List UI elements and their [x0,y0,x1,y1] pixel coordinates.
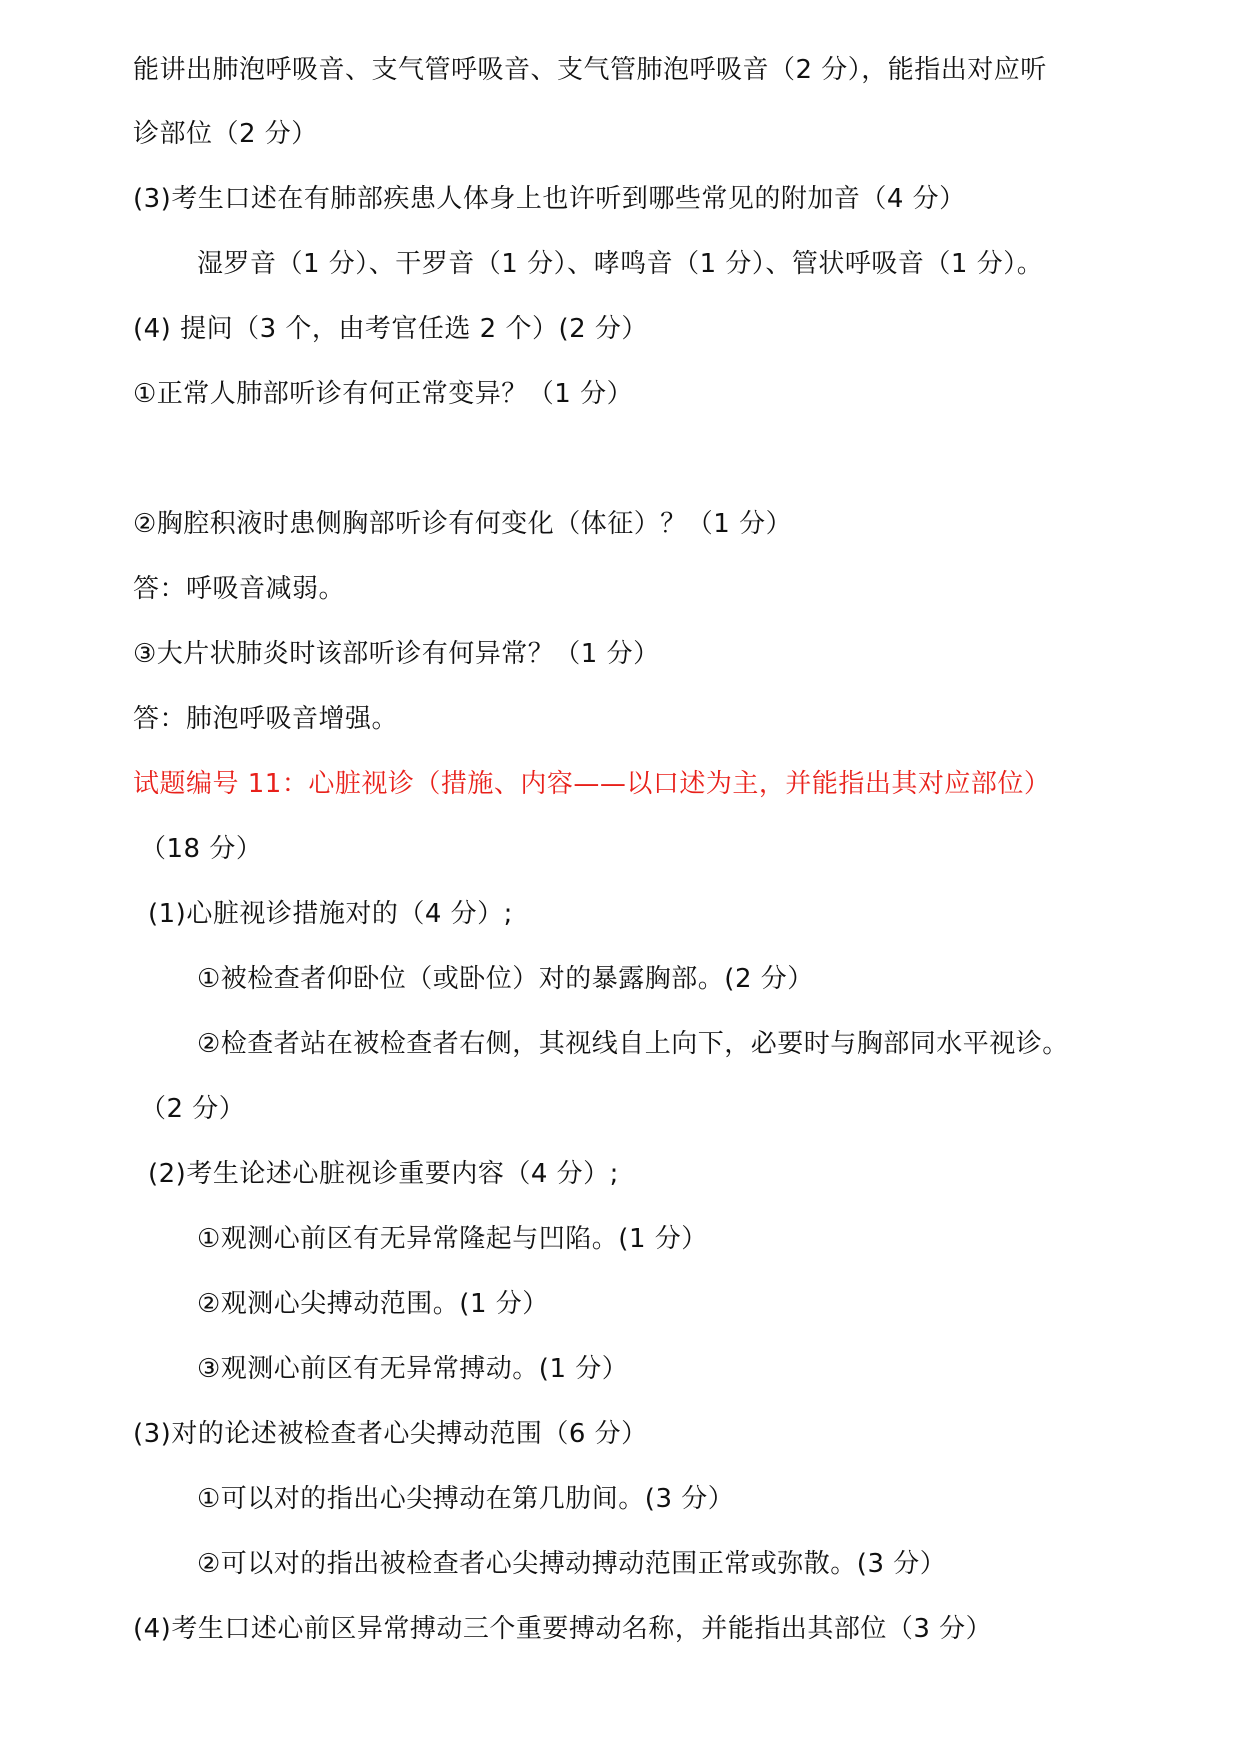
answer-2: 答：呼吸音减弱。 [133,574,346,604]
subsection-4-heading: (4)考生口述心前区异常搏动三个重要搏动名称，并能指出其部位（3 分） [133,1614,993,1644]
answer-3: 答：肺泡呼吸音增强。 [133,704,399,734]
section-3-heading: (3)考生口述在有肺部疾患人体身上也许听到哪些常见的附加音（4 分） [133,184,966,214]
section-4-heading: (4) 提问（3 个，由考官任选 2 个）(2 分） [133,314,648,344]
exam-item-11-score: （18 分） [140,834,263,864]
text-line: ②观测心尖搏动范围。(1 分） [197,1289,549,1319]
text-line: 能讲出肺泡呼吸音、支气管呼吸音、支气管肺泡呼吸音（2 分），能指出对应听 [133,55,1047,85]
text-line: 诊部位（2 分） [133,119,318,149]
question-1: ①正常人肺部听诊有何正常变异？（1 分） [133,379,634,409]
question-2: ②胸腔积液时患侧胸部听诊有何变化（体征）？（1 分） [133,509,793,539]
text-line: （2 分） [140,1094,246,1124]
exam-item-11-title: 试题编号 11：心脏视诊（措施、内容——以口述为主，并能指出其对应部位） [133,769,1051,799]
text-line: ①可以对的指出心尖搏动在第几肋间。(3 分） [197,1484,735,1514]
text-line: ①观测心前区有无异常隆起与凹陷。(1 分） [197,1224,708,1254]
text-line: ②检查者站在被检查者右侧，其视线自上向下，必要时与胸部同水平视诊。 [197,1029,1069,1059]
subsection-1-heading: (1)心脏视诊措施对的（4 分）; [148,899,513,929]
text-line: ①被检查者仰卧位（或卧位）对的暴露胸部。(2 分） [197,964,814,994]
text-line: ②可以对的指出被检查者心尖搏动搏动范围正常或弥散。(3 分） [197,1549,947,1579]
text-line: ③观测心前区有无异常搏动。(1 分） [197,1354,629,1384]
subsection-2-heading: (2)考生论述心脏视诊重要内容（4 分）; [148,1159,619,1189]
question-3: ③大片状肺炎时该部听诊有何异常？（1 分） [133,639,660,669]
subsection-3-heading: (3)对的论述被检查者心尖搏动范围（6 分） [133,1419,648,1449]
text-line: 湿罗音（1 分）、干罗音（1 分）、哮鸣音（1 分）、管状呼吸音（1 分）。 [197,249,1044,279]
